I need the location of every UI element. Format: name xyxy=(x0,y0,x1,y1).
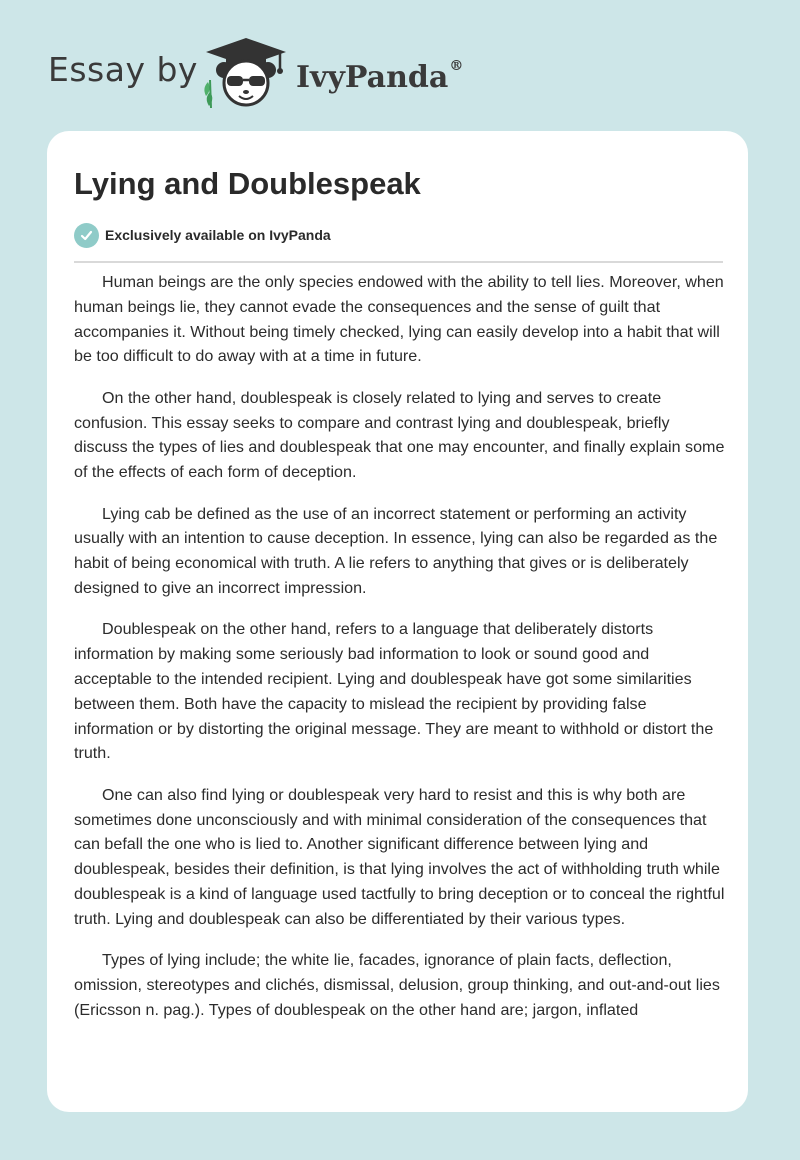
paragraph: Lying cab be defined as the use of an incorrect statement or performing an activity usually with an intention to cause deception. In essence, lying can also be regarded as the habit of being economical with truth. A lie refers to anything that gives or is deliberately designed to give an incorrect impression. xyxy=(74,504,718,597)
divider xyxy=(74,261,723,263)
brand-name[interactable] xyxy=(296,52,463,98)
paragraph: One can also find lying or doublespeak very hard to resist and this is why both are sometimes done unconsciously and with minimal consideration of the consequences that can befall the one who is lied to. Another significant difference between lying and doublespeak, besides their definition, is that lying involves the act of withholding truth while doublespeak is a kind of language used tactfully to bring deception or to conceal the rightful truth. Lying and doublespeak can also be differentiated by their various types. xyxy=(74,785,725,928)
exclusive-badge-label: Exclusively available on IvyPanda xyxy=(105,227,331,243)
panda-graduate-logo-icon[interactable] xyxy=(200,36,292,108)
paragraph: Doublespeak on the other hand, refers to a language that deliberately distorts information by making some seriously bad information to look or sound good and acceptable to the intended recipient. Lying and doublespeak have got some similarities between them. Both have the capacity to mislead the recipient by providing false information or by distorting the original message. They are meant to withhold or distort the truth. xyxy=(74,620,714,763)
essay-by-label: Essay by xyxy=(48,50,198,89)
exclusive-badge xyxy=(74,222,331,248)
brand-text: IvyPanda xyxy=(296,60,449,95)
essay-card xyxy=(47,131,748,1112)
page-title: Lying and Doublespeak xyxy=(74,166,421,201)
registered-mark: ® xyxy=(449,58,464,74)
essay-body xyxy=(74,270,726,1039)
paragraph: Types of lying include; the white lie, facades, ignorance of plain facts, deflection, omission, stereotypes and clichés, dismissal, delusion, group thinking, and out-and-out lies (Ericsson n. pag.). Types of doublespeak on the other hand are; jargon, inflated xyxy=(74,951,720,1019)
check-circle-icon xyxy=(74,223,99,248)
site-header xyxy=(0,0,800,120)
paragraph: Human beings are the only species endowed with the ability to tell lies. Moreover, when human beings lie, they cannot evade the consequences and the sense of guilt that accompanies it. Without being timely checked, lying can easily develop into a habit that will be too difficult to do away with at a time in future. xyxy=(74,273,724,366)
paragraph: On the other hand, doublespeak is closely related to lying and serves to create confusion. This essay seeks to compare and contrast lying and doublespeak, briefly discuss the types of lies and doublespeak that one may encounter, and finally explain some of the effects of each form of deception. xyxy=(74,388,725,482)
